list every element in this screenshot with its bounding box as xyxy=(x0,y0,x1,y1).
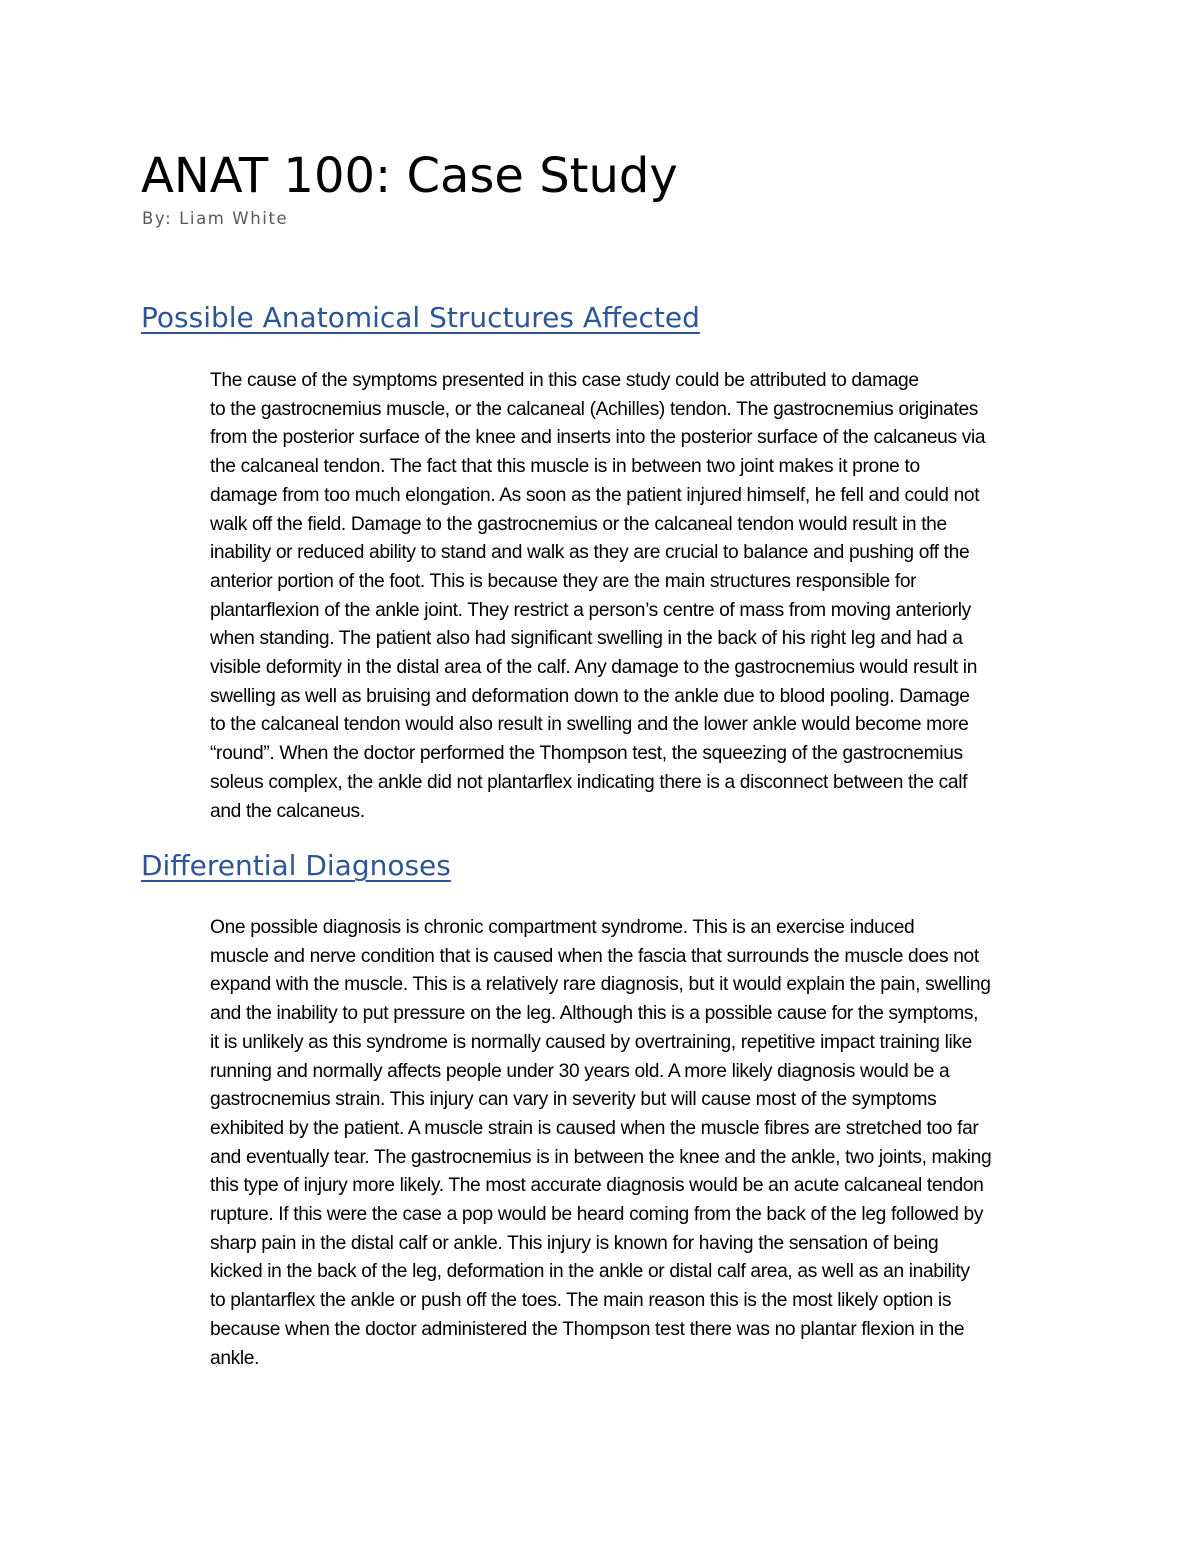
paragraph-line: damage from too much elongation. As soon as the patient injured himself, he fell and could not xyxy=(210,484,980,506)
paragraph-line: inability or reduced ability to stand and walk as they are crucial to balance and pushing off the xyxy=(210,542,970,564)
paragraph-line: rupture. If this were the case a pop would be heard coming from the back of the leg followed by xyxy=(210,1204,984,1226)
paragraph-line: muscle and nerve condition that is caused when the fascia that surrounds the muscle does not xyxy=(210,945,979,967)
paragraph-line: exhibited by the patient. A muscle strain is caused when the muscle fibres are stretched too far xyxy=(210,1117,979,1139)
author-byline: By: Liam White xyxy=(142,209,289,228)
section-body-structures xyxy=(142,367,1060,826)
paragraph-line: gastrocnemius strain. This injury can vary in severity but will cause most of the symptoms xyxy=(210,1089,937,1111)
paragraph-line: it is unlikely as this syndrome is normally caused by overtraining, repetitive impact training like xyxy=(210,1031,972,1053)
paragraph-line: kicked in the back of the leg, deformation in the ankle or distal calf area, as well as an inability xyxy=(210,1261,970,1283)
paragraph-line: and the calcaneus. xyxy=(210,800,365,822)
document-title: ANAT 100: Case Study xyxy=(141,148,678,204)
paragraph-line: plantarflexion of the ankle joint. They restrict a person’s centre of mass from moving anteriorly xyxy=(210,599,971,621)
paragraph-line: anterior portion of the foot. This is because they are the main structures responsible for xyxy=(210,570,917,592)
paragraph-line: to the calcaneal tendon would also result in swelling and the lower ankle would become more xyxy=(210,714,969,736)
paragraph-line: from the posterior surface of the knee and inserts into the posterior surface of the calcaneus via xyxy=(210,427,986,449)
paragraph-line: the calcaneal tendon. The fact that this muscle is in between two joint makes it prone to xyxy=(210,456,920,478)
section-heading-structures: Possible Anatomical Structures Affected xyxy=(141,301,700,334)
paragraph-line: and the inability to put pressure on the leg. Although this is a possible cause for the symptoms, xyxy=(210,1003,979,1025)
paragraph-line: soleus complex, the ankle did not plantarflex indicating there is a disconnect between the calf xyxy=(210,771,968,793)
section-heading-diagnoses: Differential Diagnoses xyxy=(141,849,451,882)
paragraph-line: ankle. xyxy=(210,1347,260,1369)
paragraph-line: because when the doctor administered the Thompson test there was no plantar flexion in the xyxy=(210,1318,965,1340)
paragraph-line: running and normally affects people under 30 years old. A more likely diagnosis would be a xyxy=(210,1060,950,1082)
paragraph-line: to the gastrocnemius muscle, or the calcaneal (Achilles) tendon. The gastrocnemius originates xyxy=(210,398,979,420)
paragraph-line: this type of injury more likely. The most accurate diagnosis would be an acute calcaneal tendon xyxy=(210,1175,984,1197)
paragraph-line: walk off the field. Damage to the gastrocnemius or the calcaneal tendon would result in the xyxy=(210,513,947,535)
paragraph-line: to plantarflex the ankle or push off the toes. The main reason this is the most likely option is xyxy=(210,1290,952,1312)
paragraph-line: swelling as well as bruising and deformation down to the ankle due to blood pooling. Damage xyxy=(210,685,970,707)
paragraph-line: One possible diagnosis is chronic compartment syndrome. This is an exercise induced xyxy=(210,917,915,938)
paragraph-line: sharp pain in the distal calf or ankle. This injury is known for having the sensation of being xyxy=(210,1232,939,1254)
paragraph-line: visible deformity in the distal area of the calf. Any damage to the gastrocnemius would result in xyxy=(210,657,978,679)
paragraph-line: and eventually tear. The gastrocnemius is in between the knee and the ankle, two joints, making xyxy=(210,1146,992,1168)
paragraph-line: expand with the muscle. This is a relatively rare diagnosis, but it would explain the pain, swelling xyxy=(210,974,991,996)
paragraph-line: when standing. The patient also had significant swelling in the back of his right leg and had a xyxy=(210,628,963,650)
paragraph-line: “round”. When the doctor performed the Thompson test, the squeezing of the gastrocnemius xyxy=(210,743,963,765)
paragraph-line: The cause of the symptoms presented in this case study could be attributed to damage xyxy=(210,370,919,391)
section-body-diagnoses xyxy=(142,914,1060,1373)
